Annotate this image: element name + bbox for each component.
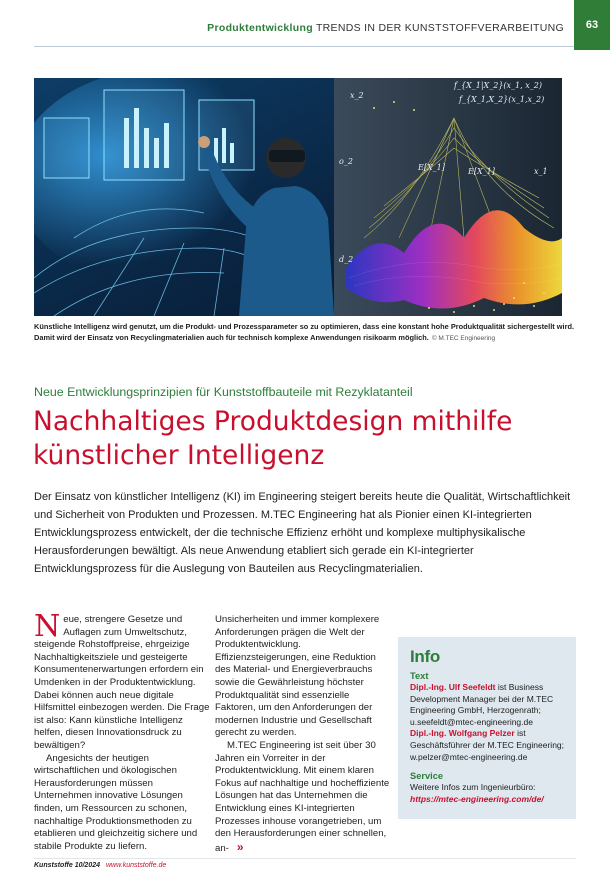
footer-magazine: Kunststoffe 10/2024 bbox=[34, 862, 101, 869]
label-d2: d_2 bbox=[339, 255, 354, 264]
caption-text: Künstliche Intelligenz wird genutzt, um die Produkt- und Prozessparameter so zu optimieren, dass eine konstant hohe Produktqualität sichergestellt wird. Damit wird der Einsatz von Recyclingmaterialien auch für technisch komplexe Anwendungen risikoarm möglich. bbox=[34, 322, 575, 342]
author-1-name: Dipl.-Ing. Ulf Seefeldt bbox=[410, 682, 496, 692]
col2-para1: Unsicherheiten und immer komplexere Anforderungen prägen die Welt der Produktentwicklung. Effizienzsteigerungen, eine Reduktion des Material- und Energieverbrauchs sowie die Gewährleistung höchster Produktqualität sind essenzielle Faktoren, um den Anforderungen der modernen Industrie und Gesellschaft gerecht zu werden. bbox=[215, 614, 380, 739]
service-link[interactable]: https://mtec-engineering.com/de/ bbox=[410, 793, 544, 804]
footer-rule bbox=[34, 858, 576, 859]
article-headline bbox=[33, 405, 593, 473]
info-service-heading: Service bbox=[410, 771, 444, 782]
footer-url[interactable]: www.kunststoffe.de bbox=[105, 862, 167, 869]
body-paragraph bbox=[34, 609, 210, 753]
continue-arrow[interactable]: » bbox=[236, 839, 244, 854]
header-rule bbox=[34, 46, 610, 47]
article-kicker: Neue Entwicklungsprinzipien für Kunststoffbauteile mit Rezyklatanteil bbox=[34, 385, 413, 399]
label-x2: x_2 bbox=[350, 91, 364, 100]
label-ex1-left: E[X_1] bbox=[418, 163, 445, 172]
hero-illustration bbox=[34, 78, 562, 316]
col2-para2: M.TEC Engineering ist seit über 30 Jahren ein Vorreiter in der Produktentwicklung. Mit einem klaren Fokus auf nachhaltige und hocheffiziente Lösungen hat das Unternehmen die Entwicklung eines KI-integrierten Prozesses inhouse vorangetrieben, um den Herausforderungen einer schnellen, an- bbox=[215, 739, 390, 854]
info-authors bbox=[410, 682, 566, 763]
body-column-2 bbox=[215, 614, 391, 855]
info-box bbox=[398, 637, 576, 819]
service-text: Weitere Infos zum Ingenieurbüro: bbox=[410, 782, 536, 793]
author-1-email[interactable]: u.seefeldt@mtec-engineering.de bbox=[410, 716, 533, 727]
formula-top: f_{X_1|X_2}(x_1, x_2) bbox=[454, 81, 542, 90]
body-paragraph bbox=[215, 740, 391, 855]
author-2-name: Dipl.-Ing. Wolfgang Pelzer bbox=[410, 728, 515, 739]
label-ex1-right: E[X_1] bbox=[468, 167, 495, 176]
formula-mid: f_{X_1,X_2}(x_1,x_2) bbox=[459, 95, 545, 104]
label-x1: x_1 bbox=[534, 167, 548, 176]
col1-para2: Angesichts der heutigen wirtschaftlichen und ökologischen Herausforderungen müssen Unternehmen innovative Lösungen finden, um Ressourcen zu schonen, nachhaltige Produktionsmethoden zu etablieren und gleichzeitig sichere und stabile Produkte zu liefern. bbox=[34, 752, 198, 852]
info-title: Info bbox=[410, 647, 440, 666]
section-label bbox=[207, 22, 564, 34]
headline-line-1: Nachhaltiges Produktdesign mithilfe bbox=[33, 406, 513, 437]
section-name: Produktentwicklung bbox=[207, 22, 313, 34]
hero-image bbox=[34, 78, 562, 316]
page-header bbox=[0, 0, 610, 52]
article-lead: Der Einsatz von künstlicher Intelligenz (KI) im Engineering steigert bereits heute die Qualität, Wirtschaftlichkeit und Sicherheit von Produkten und Prozessen. M.TEC Engineering hat als Pionier einen KI-integrierten Entwicklungsprozess entwickelt, der die technische Effizienz erhöht und komplexe multiphysikalische Herausforderungen bewältigt. Als neue Anwendung etabliert sich gerade ein KI-integrierter Entwicklungsprozess für die Auslegung von Bauteilen aus Recyclingmaterialien. bbox=[34, 491, 571, 575]
page-footer bbox=[34, 862, 166, 869]
headline-line-2: künstlicher Intelligenz bbox=[33, 440, 325, 471]
author-2-email[interactable]: w.pelzer@mtec-engineering.de bbox=[410, 751, 528, 762]
page-number: 63 bbox=[574, 0, 610, 50]
drop-cap: N bbox=[34, 609, 61, 644]
info-text-heading: Text bbox=[410, 671, 429, 681]
author-2-role: ist Geschäftsführer der M.TEC Engineering; bbox=[410, 728, 565, 750]
caption-credit: © M.TEC Engineering bbox=[431, 335, 496, 342]
section-topic: TRENDS IN DER KUNSTSTOFFVERARBEITUNG bbox=[315, 22, 564, 34]
author-1-role: ist Business Development Manager bei der M.TEC Engineering GmbH, Herzogenrath; bbox=[410, 682, 554, 716]
col1-para1: eue, strengere Gesetze und Auflagen zum Umweltschutz, steigende Rohstoffpreise, ehrgeizige Nachhaltigkeitsziele und gesteigerte Konsumentenerwartungen erfordern ein Umdenken in der Produktentwicklung. Dabei können auch neue digitale Hilfsmittel einbezogen werden. Die Frage ist also: Kann künstliche Intelligenz helfen, diesen Innovationsdruck zu bewältigen? bbox=[34, 614, 210, 751]
image-caption bbox=[34, 321, 574, 344]
info-service bbox=[410, 782, 566, 805]
body-column-1 bbox=[34, 609, 210, 853]
label-o2: o_2 bbox=[339, 157, 353, 166]
